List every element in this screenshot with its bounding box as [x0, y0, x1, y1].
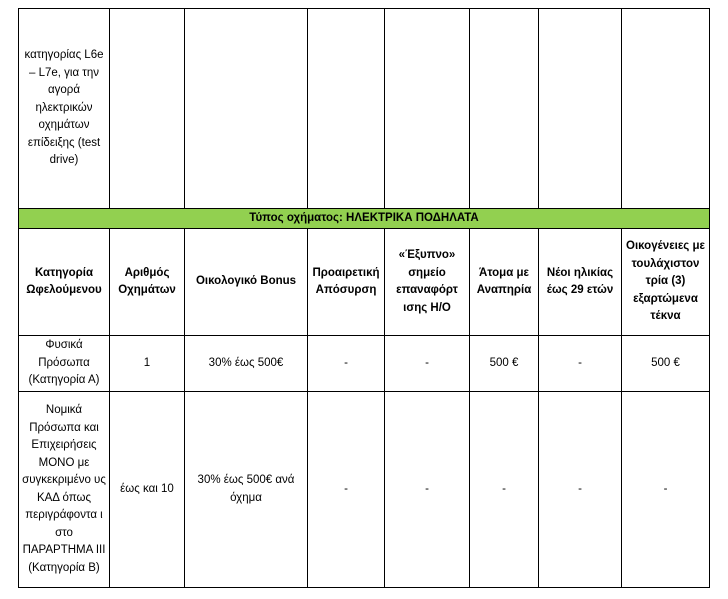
header-large-families: Οικογένειες με τουλάχιστον τρία (3) εξαρτώμενα τέκνα: [622, 229, 710, 336]
section-banner-row: [19, 209, 710, 229]
top-row-cell-6: [470, 9, 539, 209]
header-young-people: Νέοι ηλικίας έως 29 ετών: [539, 229, 622, 336]
row-2-large-families: -: [622, 392, 710, 588]
row-1-young-people: -: [539, 336, 622, 392]
row-2-smart-charger: -: [385, 392, 470, 588]
top-row-cell-3: [185, 9, 308, 209]
row-1-optional-scrappage: -: [308, 336, 385, 392]
top-row-cell-2: [110, 9, 185, 209]
header-row: [19, 229, 710, 336]
header-disabled-persons: Άτομα με Αναπηρία: [470, 229, 539, 336]
header-vehicle-count: Αριθμός Οχημάτων: [110, 229, 185, 336]
row-1-category: Φυσικά Πρόσωπα (Κατηγορία Α): [19, 336, 110, 392]
header-beneficiary-category: Κατηγορία Ωφελούμενου: [19, 229, 110, 336]
top-row-cell-8: [622, 9, 710, 209]
row-2-young-people: -: [539, 392, 622, 588]
row-1-eco-bonus: 30% έως 500€: [185, 336, 308, 392]
row-1-vehicle-count: 1: [110, 336, 185, 392]
top-row-cell-5: [385, 9, 470, 209]
row-1-large-families: 500 €: [622, 336, 710, 392]
row-2-category: Νομικά Πρόσωπα και Επιχειρήσεις ΜΟΝΟ με συγκεκριμένο υς ΚΑΔ όπως περιγράφοντα ι στο ΠΑΡΑΡΤΗΜΑ ΙΙΙ (Κατηγορία Β): [19, 392, 110, 588]
table-row: [19, 336, 710, 392]
row-2-eco-bonus: 30% έως 500€ ανά όχημα: [185, 392, 308, 588]
section-title: Τύπος οχήματος: ΗΛΕΚΤΡΙΚΑ ΠΟΔΗΛΑΤΑ: [19, 209, 710, 229]
row-2-vehicle-count: έως και 10: [110, 392, 185, 588]
row-2-disabled-persons: -: [470, 392, 539, 588]
top-row-cell-7: [539, 9, 622, 209]
row-1-disabled-persons: 500 €: [470, 336, 539, 392]
header-optional-scrappage: Προαιρετική Απόσυρση: [308, 229, 385, 336]
top-row-cell-4: [308, 9, 385, 209]
header-smart-charger: «Έξυπνο» σημείο επαναφόρτ ισης Η/Ο: [385, 229, 470, 336]
subsidy-table: [18, 8, 710, 588]
header-eco-bonus: Οικολογικό Bonus: [185, 229, 308, 336]
top-row-cell-1: κατηγορίας L6e – L7e, για την αγορά ηλεκτρικών οχημάτων επίδειξης (test drive): [19, 9, 110, 209]
table-row: [19, 392, 710, 588]
row-1-smart-charger: -: [385, 336, 470, 392]
top-continuation-row: [19, 9, 710, 209]
row-2-optional-scrappage: -: [308, 392, 385, 588]
